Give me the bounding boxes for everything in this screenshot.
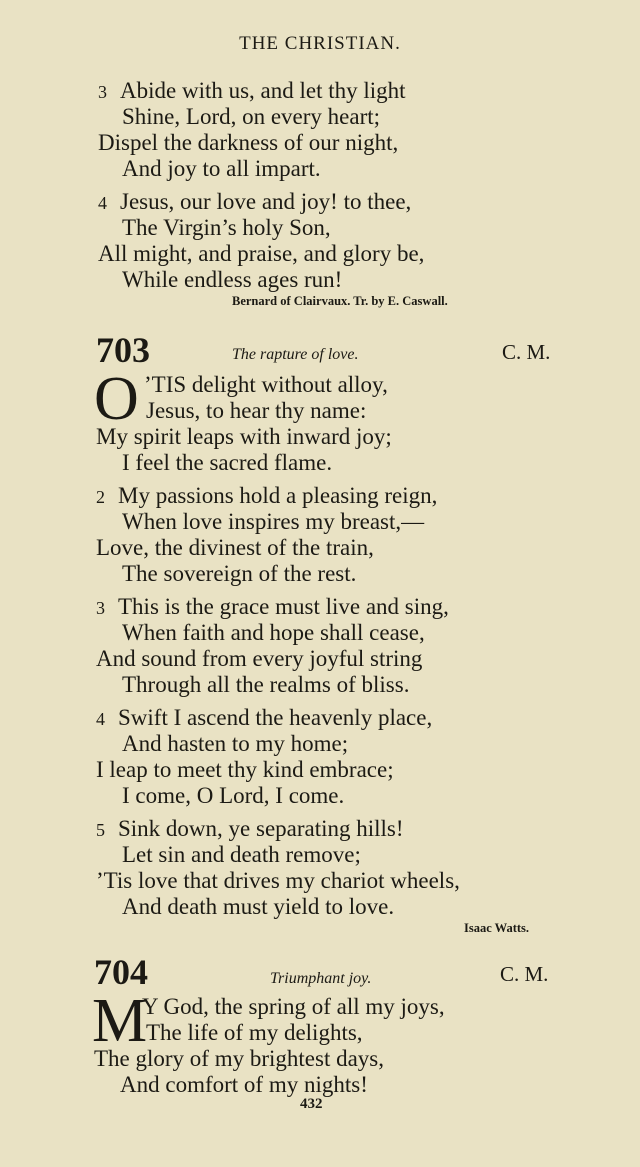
stanza-line: I leap to meet thy kind embrace; [96,757,394,782]
stanza-line: My spirit leaps with inward joy; [96,424,392,449]
stanza-number: 2 [96,487,105,507]
stanza-line: The Virgin’s holy Son, [122,215,331,240]
stanza-line: And comfort of my nights! [120,1072,368,1097]
stanza-line: All might, and praise, and glory be, [98,241,425,266]
stanza-line: Y God, the spring of all my joys, [142,994,445,1019]
stanza-line: ’TIS delight without alloy, [144,372,388,397]
drop-cap: M [92,987,148,1055]
stanza-line: The glory of my brightest days, [94,1046,385,1071]
stanza-line: And hasten to my home; [122,731,349,756]
stanza-line: 3 Abide with us, and let thy light [98,78,406,103]
stanza-line: Dispel the darkness of our night, [98,130,399,155]
drop-cap: O [94,365,139,433]
stanza-line: 5 Sink down, ye separating hills! [96,816,404,841]
hymn-meter: C. M. [502,340,551,364]
hymn-title: The rapture of love. [232,346,359,363]
stanza-line: I feel the sacred flame. [122,450,333,475]
stanza-number: 5 [96,820,105,840]
stanza-line: When love inspires my breast,— [122,509,425,534]
stanza-number: 4 [98,193,107,213]
stanza-line: The life of my delights, [146,1020,363,1045]
stanza-line: 4 Jesus, our love and joy! to thee, [98,189,412,214]
stanza-line: 3 This is the grace must live and sing, [96,594,449,619]
running-header: THE CHRISTIAN. [239,33,401,54]
stanza-line: And death must yield to love. [122,894,395,919]
stanza-line: When faith and hope shall cease, [122,620,425,645]
stanza-line: ’Tis love that drives my chariot wheels, [96,868,460,893]
stanza-line: And sound from every joyful string [96,646,423,671]
hymn-meter: C. M. [500,962,549,986]
page-number: 432 [300,1096,323,1112]
stanza-line: Let sin and death remove; [122,842,361,867]
stanza-line: I come, O Lord, I come. [122,783,345,808]
stanza-line: 4 Swift I ascend the heavenly place, [96,705,433,730]
stanza-line: And joy to all impart. [122,156,321,181]
hymn-number: 704 [94,952,148,992]
stanza-line: Jesus, to hear thy name: [146,398,367,423]
author-attribution: Bernard of Clairvaux. Tr. by E. Caswall. [232,294,448,308]
stanza-line: Shine, Lord, on every heart; [122,104,381,129]
hymn-title: Triumphant joy. [270,970,372,987]
stanza-line: 2 My passions hold a pleasing reign, [96,483,438,508]
stanza-number: 4 [96,709,105,729]
stanza-number: 3 [96,598,105,618]
stanza-number: 3 [98,82,107,102]
stanza-line: Love, the divinest of the train, [96,535,374,560]
stanza-line: The sovereign of the rest. [122,561,357,586]
stanza-line: Through all the realms of bliss. [122,672,410,697]
author-attribution: Isaac Watts. [464,921,530,935]
stanza-line: While endless ages run! [122,267,343,292]
hymn-number: 703 [96,330,150,370]
